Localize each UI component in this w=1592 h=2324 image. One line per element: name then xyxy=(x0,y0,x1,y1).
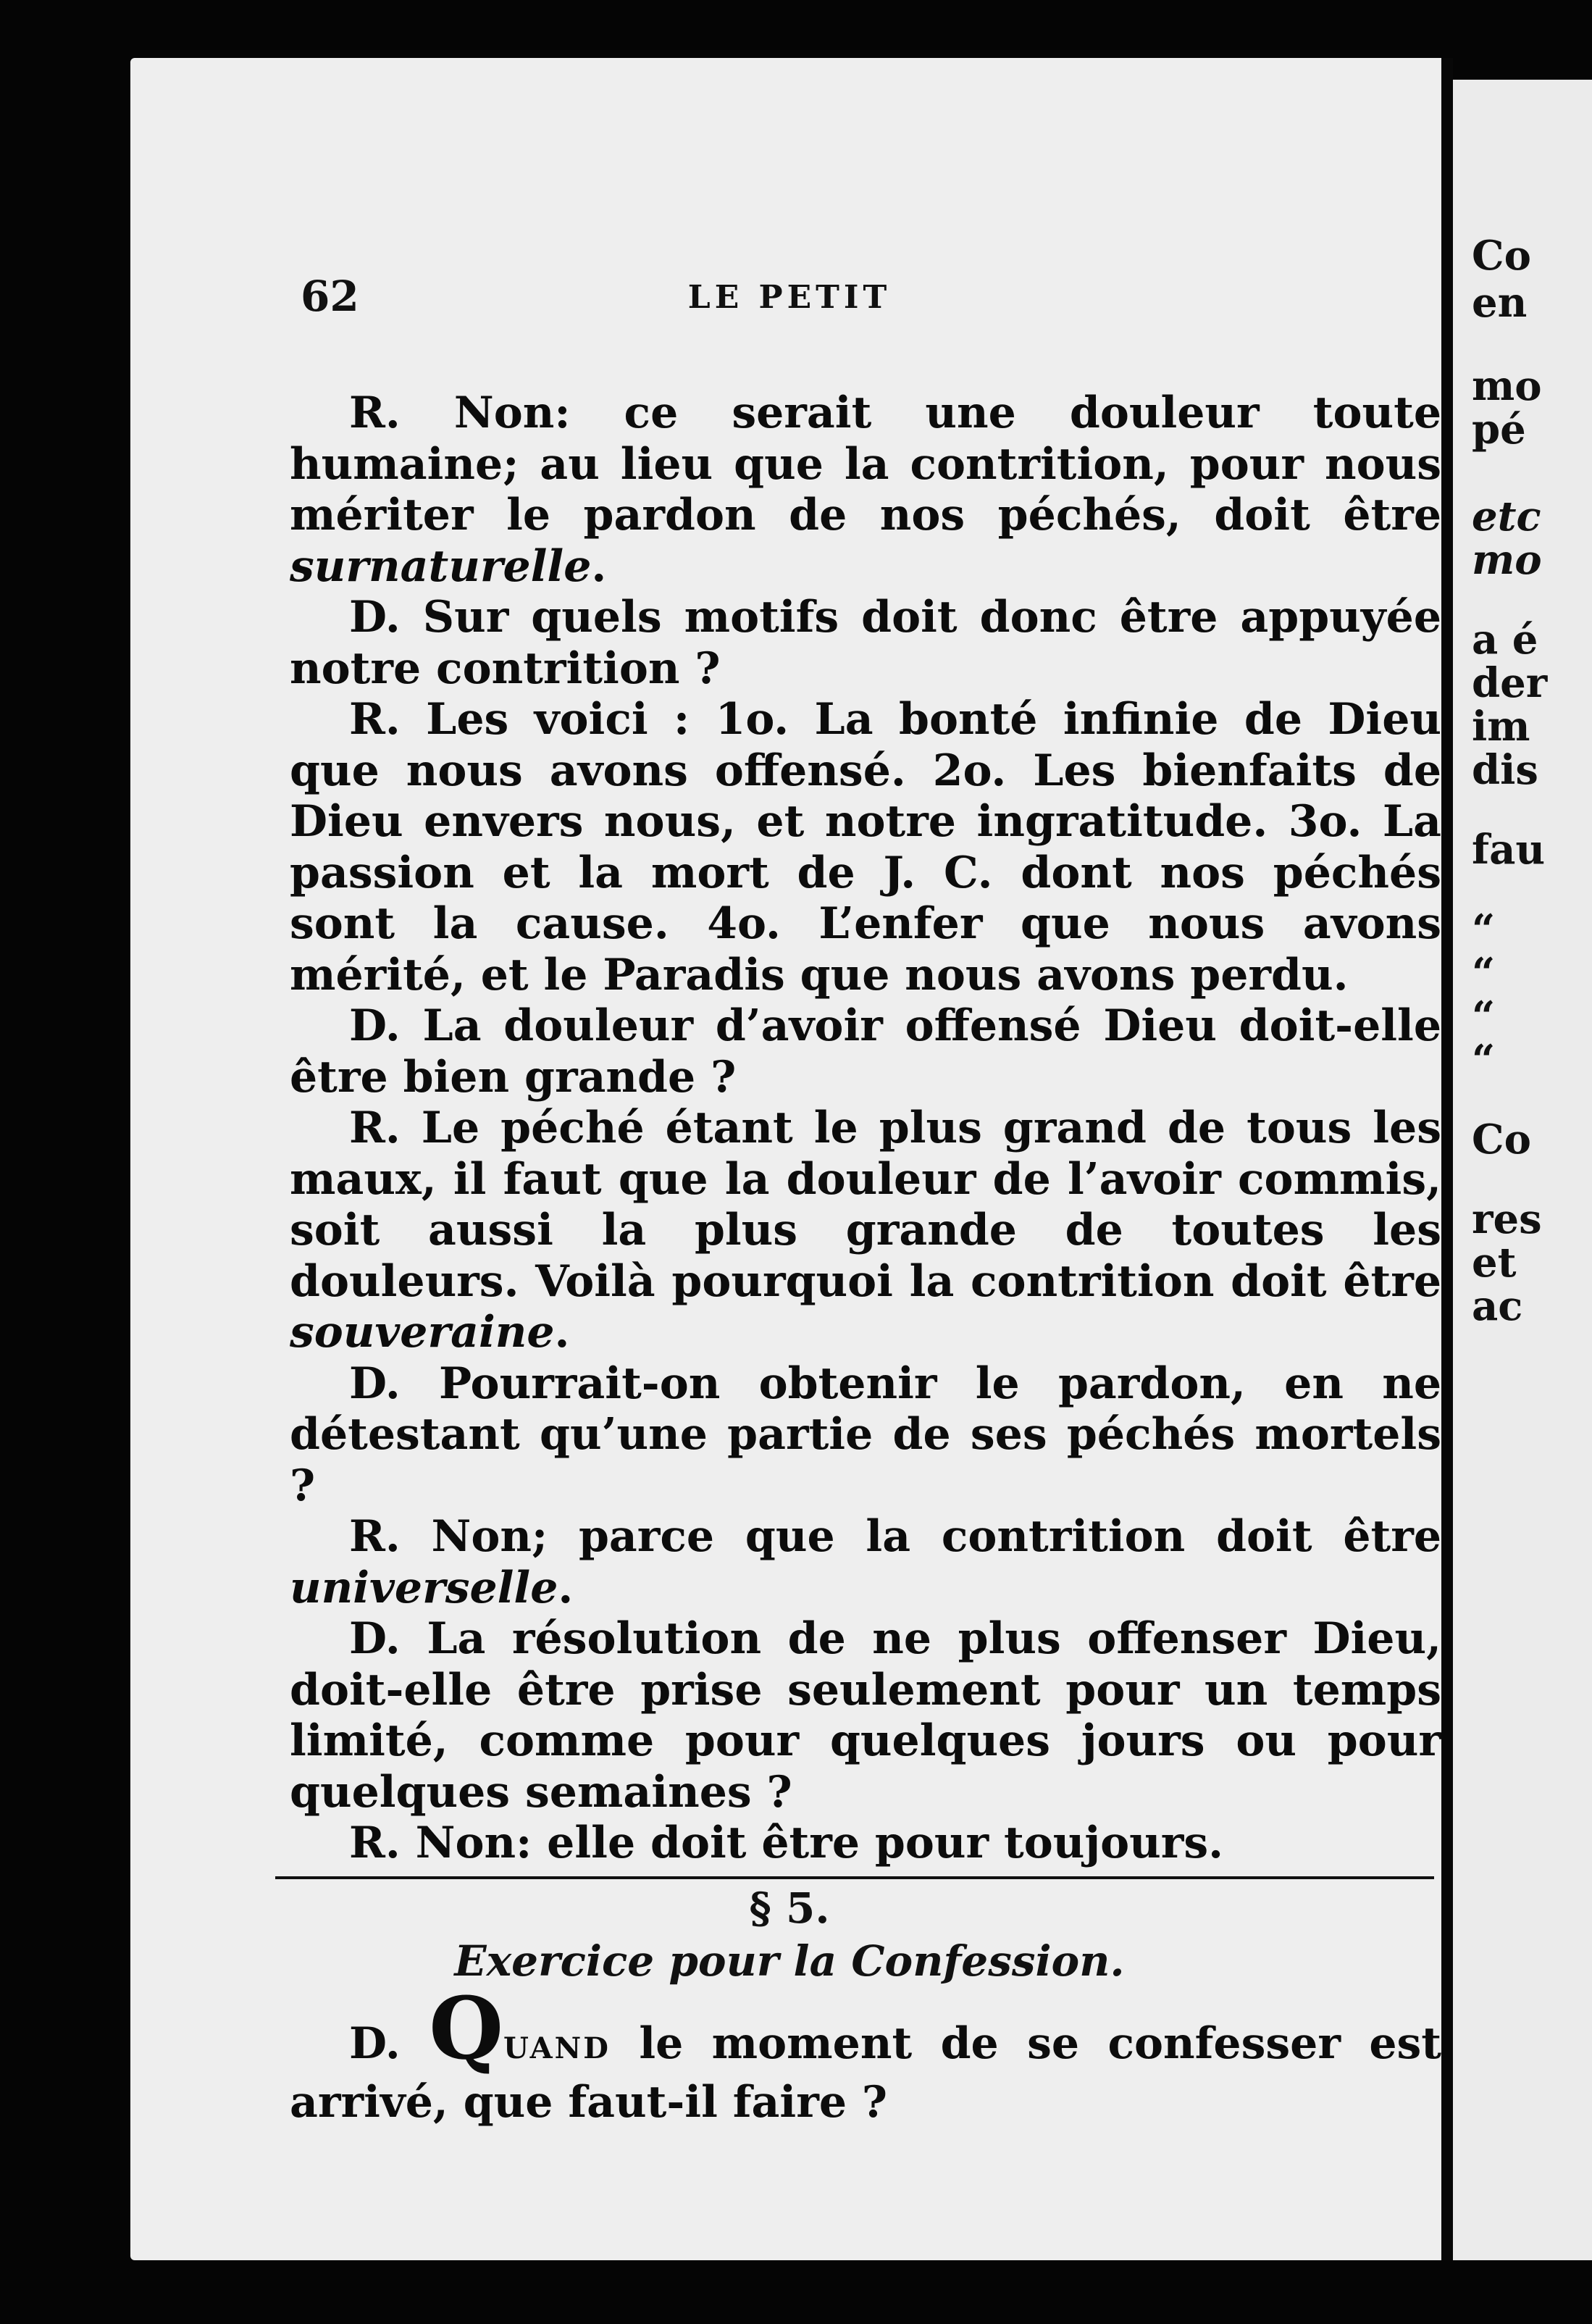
qa-paragraph xyxy=(290,592,1441,694)
qa-paragraph xyxy=(290,694,1441,1000)
adjacent-page-fragment: ac xyxy=(1472,1282,1523,1330)
page-number: 62 xyxy=(301,272,359,321)
paragraph-text: . xyxy=(591,540,607,592)
speaker-label: R. xyxy=(349,1103,401,1153)
adjacent-page-fragment: pé xyxy=(1472,406,1526,453)
qa-paragraph xyxy=(290,1511,1441,1613)
small-caps-word: UAND xyxy=(503,2031,611,2065)
adjacent-page-fragment: “ xyxy=(1472,906,1496,953)
section-number: § 5. xyxy=(749,1884,830,1933)
page-header xyxy=(130,272,1449,351)
running-head: LE PETIT xyxy=(687,279,892,316)
adjacent-page-fragment: dis xyxy=(1472,746,1538,794)
paragraph-text: Sur quels motifs doit donc être appuyée notre contrition ? xyxy=(290,592,1441,694)
adjacent-page-fragment: “ xyxy=(1472,992,1496,1040)
book-page xyxy=(130,58,1449,2260)
italic-term: surnaturelle xyxy=(290,540,592,592)
adjacent-page-fragment: mo xyxy=(1472,362,1542,410)
book-gutter xyxy=(1441,58,1453,2260)
qa-paragraph xyxy=(290,1613,1441,1818)
adjacent-page-fragment: res xyxy=(1472,1195,1542,1243)
qa-paragraph xyxy=(290,1818,1441,1869)
paragraph-text: Non: ce serait une douleur toute humaine; au lieu que la contrition, pour nous mériter le pardon de nos péchés, doit être xyxy=(290,388,1441,540)
paragraph-text: . xyxy=(558,1562,574,1613)
adjacent-page-fragment: der xyxy=(1472,659,1548,707)
speaker-label: R. xyxy=(349,694,401,745)
speaker-label: D. xyxy=(349,2018,401,2069)
paragraph-text: Non; parce que la contrition doit être xyxy=(400,1511,1441,1562)
section-title: Exercice pour la Confession. xyxy=(454,1936,1125,1986)
qa-paragraph xyxy=(290,388,1441,592)
italic-term: universelle xyxy=(290,1562,558,1613)
drop-cap: Q xyxy=(429,1978,503,2078)
adjacent-page-fragment: mo xyxy=(1472,536,1542,584)
adjacent-page-fragment: et xyxy=(1472,1239,1517,1287)
adjacent-page-fragment: Co xyxy=(1472,1116,1531,1163)
paragraph-text: Non: elle doit être pour toujours. xyxy=(400,1818,1224,1868)
qa-paragraph xyxy=(290,1000,1441,1103)
adjacent-page-fragment: im xyxy=(1472,703,1530,751)
section-divider xyxy=(275,1876,1434,1879)
speaker-label: D. xyxy=(349,1000,401,1051)
paragraph-text: Pourrait-on obtenir le pardon, en ne détestant qu’une partie de ses péchés mortels ? xyxy=(290,1358,1441,1511)
paragraph-text: La douleur d’avoir offensé Dieu doit-elle être bien grande ? xyxy=(290,1000,1441,1103)
adjacent-page-fragment: a é xyxy=(1472,616,1538,664)
speaker-label: R. xyxy=(349,1818,401,1868)
adjacent-page-fragment: “ xyxy=(1472,949,1496,997)
speaker-label: D. xyxy=(349,592,401,643)
adjacent-page-edge xyxy=(1453,80,1592,2260)
speaker-label: R. xyxy=(349,388,401,438)
paragraph-text: Les voici : 1o. La bonté infinie de Dieu que nous avons offensé. 2o. Les bienfaits de Dieu envers nous, et notre ingratitude. 3o. La passion et la mort de J. C. dont nos péchés sont la cause. 4o. L’enfer que nous avons mérité, et le Paradis que nous avons perdu. xyxy=(290,694,1441,1000)
adjacent-page-fragment: “ xyxy=(1472,1036,1496,1084)
paragraph-text: le moment de se confesser est arrivé, que faut-il faire ? xyxy=(290,2018,1442,2128)
question-paragraph xyxy=(290,1978,1442,2129)
paragraph-text: Le péché étant le plus grand de tous les maux, il faut que la douleur de l’avoir commis, soit aussi la plus grande de toutes les douleurs. Voilà pourquoi la contrition doit être xyxy=(290,1103,1441,1307)
speaker-label: D. xyxy=(349,1358,401,1409)
italic-term: souveraine xyxy=(290,1307,555,1358)
qa-paragraph xyxy=(290,1103,1441,1358)
adjacent-page-fragment: fau xyxy=(1472,826,1546,874)
adjacent-page-fragment: etc xyxy=(1472,493,1541,540)
paragraph-text: . xyxy=(554,1307,570,1358)
adjacent-page-fragment: en xyxy=(1472,279,1528,327)
adjacent-page-fragment: Co xyxy=(1472,232,1531,280)
speaker-label: D. xyxy=(349,1613,401,1664)
qa-paragraph xyxy=(290,1358,1441,1512)
catechism-text xyxy=(290,388,1441,1869)
speaker-label: R. xyxy=(349,1511,401,1562)
paragraph-text: La résolution de ne plus offenser Dieu, doit-elle être prise seulement pour un temps limité, comme pour quelques jours ou pour quelques semaines ? xyxy=(290,1613,1441,1818)
